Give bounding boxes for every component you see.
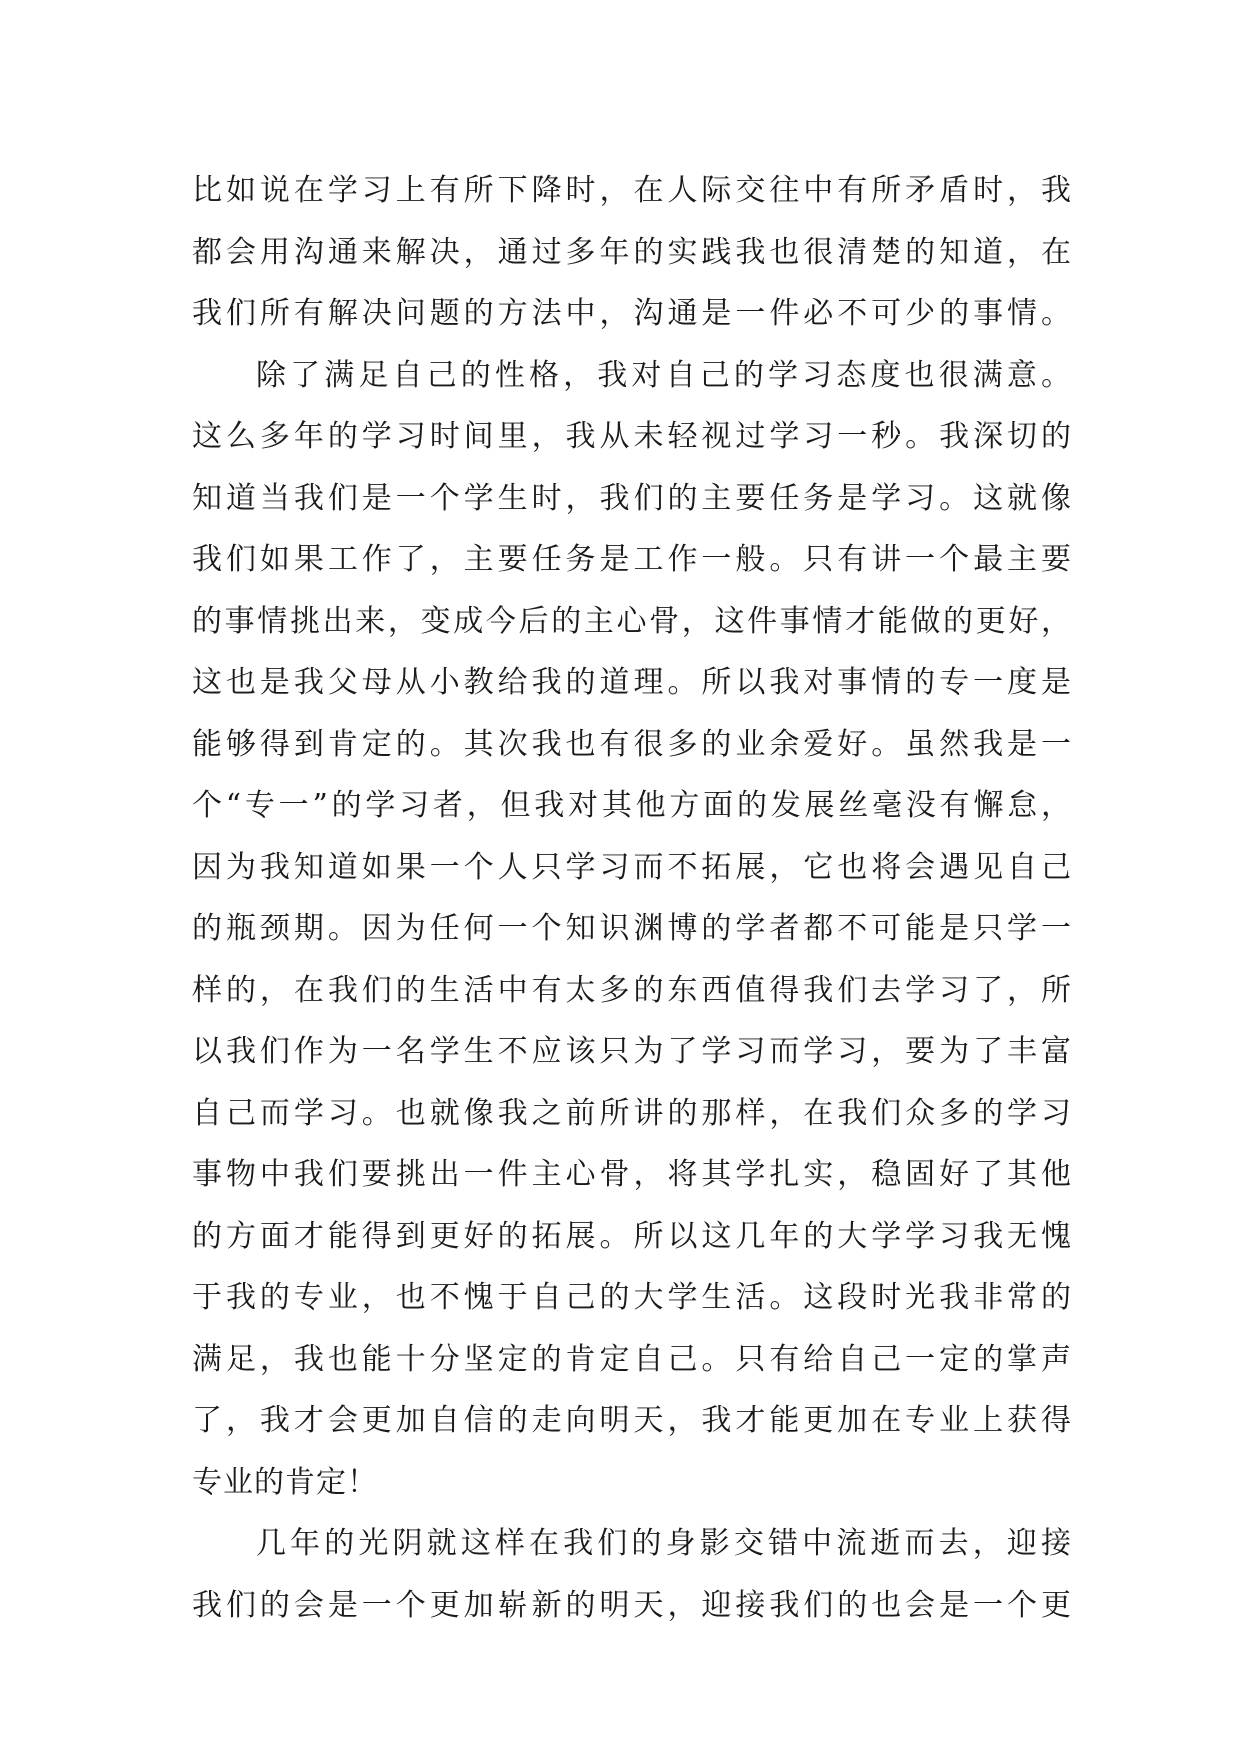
text-line: 了，我才会更加自信的走向明天，我才能更加在专业上获得 (192, 1403, 1072, 1438)
text-line: 自己而学习。也就像我之前所讲的那样，在我们众多的学习 (192, 1095, 1072, 1131)
text-line: 能够得到肯定的。其次我也有很多的业余爱好。虽然我是一 (192, 726, 1072, 762)
text-line: 这么多年的学习时间里，我从未轻视过学习一秒。我深切的 (192, 419, 1072, 454)
text-line: 于我的专业，也不愧于自己的大学生活。这段时光我非常的 (192, 1280, 1072, 1315)
text-line: 的方面才能得到更好的拓展。所以这几年的大学学习我无愧 (192, 1218, 1072, 1254)
text-line: 我们如果工作了，主要任务是工作一般。只有讲一个最主要 (192, 542, 1072, 577)
text-line: 满足，我也能十分坚定的肯定自己。只有给自己一定的掌声 (192, 1341, 1072, 1377)
text-line: 的瓶颈期。因为任何一个知识渊博的学者都不可能是只学一 (192, 911, 1072, 946)
text-line: 事物中我们要挑出一件主心骨，将其学扎实，稳固好了其他 (192, 1157, 1072, 1192)
text-line: 个“专一”的学习者，但我对其他方面的发展丝毫没有懈怠， (192, 788, 1072, 823)
text-line: 我们的会是一个更加崭新的明天，迎接我们的也会是一个更 (192, 1587, 1072, 1623)
text-line: 因为我知道如果一个人只学习而不拓展，它也将会遇见自己 (192, 849, 1072, 885)
text-line: 都会用沟通来解决，通过多年的实践我也很清楚的知道，在 (192, 234, 1072, 270)
document-body (192, 160, 1072, 1636)
text-line: 样的，在我们的生活中有太多的东西值得我们去学习了，所 (192, 972, 1072, 1008)
text-line: 除了满足自己的性格，我对自己的学习态度也很满意。 (256, 357, 1072, 393)
text-line: 专业的肯定！ (192, 1464, 378, 1500)
text-line: 的事情挑出来，变成今后的主心骨，这件事情才能做的更好， (192, 603, 1072, 639)
text-line: 我们所有解决问题的方法中，沟通是一件必不可少的事情。 (192, 296, 1072, 331)
text-line: 比如说在学习上有所下降时，在人际交往中有所矛盾时，我 (192, 173, 1072, 208)
text-line: 知道当我们是一个学生时，我们的主要任务是学习。这就像 (192, 480, 1072, 516)
text-line: 这也是我父母从小教给我的道理。所以我对事情的专一度是 (192, 665, 1072, 700)
text-line: 几年的光阴就这样在我们的身影交错中流逝而去，迎接 (256, 1526, 1072, 1561)
text-line: 以我们作为一名学生不应该只为了学习而学习，要为了丰富 (192, 1034, 1072, 1069)
